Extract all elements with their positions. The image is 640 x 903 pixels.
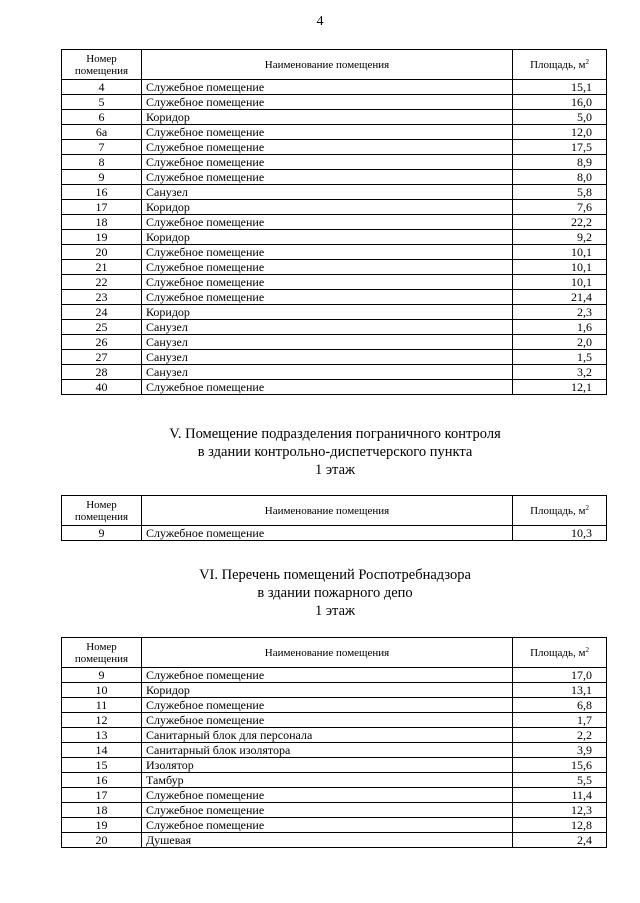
rooms-table-border-control xyxy=(61,495,607,541)
room-number-cell: 9 xyxy=(62,526,142,541)
room-number-cell: 6а xyxy=(62,125,142,140)
room-name-cell: Тамбур xyxy=(142,773,513,788)
room-number-cell: 21 xyxy=(62,260,142,275)
room-name-cell: Служебное помещение xyxy=(142,245,513,260)
room-name-cell: Коридор xyxy=(142,110,513,125)
room-name-cell: Служебное помещение xyxy=(142,526,513,541)
room-number-cell: 24 xyxy=(62,305,142,320)
room-number-cell: 20 xyxy=(62,833,142,848)
header-room-name: Наименование помещения xyxy=(142,50,513,80)
table-row xyxy=(62,185,607,200)
room-number-cell: 17 xyxy=(62,200,142,215)
table-row xyxy=(62,683,607,698)
room-name-cell: Санузел xyxy=(142,365,513,380)
header-number-line1: Номер xyxy=(86,640,117,653)
room-area-cell: 12,3 xyxy=(513,803,607,818)
section-v-floor: 1 этаж xyxy=(314,462,356,478)
section-vi-title: VI. Перечень помещений Роспотребнадзора xyxy=(199,567,471,583)
room-name-cell: Служебное помещение xyxy=(142,80,513,95)
room-name-cell: Служебное помещение xyxy=(142,788,513,803)
header-number-line2: помещения xyxy=(74,64,129,77)
section-v-heading xyxy=(0,425,640,479)
header-room-name: Наименование помещения xyxy=(142,638,513,668)
room-number-cell: 26 xyxy=(62,335,142,350)
section-vi-heading xyxy=(0,566,640,620)
room-number-cell: 18 xyxy=(62,215,142,230)
room-number-cell: 11 xyxy=(62,698,142,713)
room-name-cell: Служебное помещение xyxy=(142,215,513,230)
header-room-number xyxy=(62,50,142,80)
room-name-cell: Служебное помещение xyxy=(142,803,513,818)
room-number-cell: 17 xyxy=(62,788,142,803)
room-name-cell: Служебное помещение xyxy=(142,275,513,290)
table-row xyxy=(62,170,607,185)
room-name-cell: Санузел xyxy=(142,335,513,350)
header-number-line1: Номер xyxy=(86,52,117,65)
header-area-sup: 2 xyxy=(585,503,589,512)
table-row xyxy=(62,818,607,833)
room-area-cell: 6,8 xyxy=(513,698,607,713)
header-number-line1: Номер xyxy=(86,498,117,511)
header-room-number xyxy=(62,638,142,668)
rooms-table-rospotrebnadzor xyxy=(61,637,607,848)
table-row xyxy=(62,200,607,215)
room-area-cell: 17,0 xyxy=(513,668,607,683)
table-row xyxy=(62,773,607,788)
room-area-cell: 15,1 xyxy=(513,80,607,95)
room-area-cell: 1,7 xyxy=(513,713,607,728)
table-row xyxy=(62,728,607,743)
room-number-cell: 19 xyxy=(62,230,142,245)
room-name-cell: Санитарный блок изолятора xyxy=(142,743,513,758)
room-number-cell: 40 xyxy=(62,380,142,395)
room-area-cell: 10,1 xyxy=(513,260,607,275)
room-area-cell: 13,1 xyxy=(513,683,607,698)
room-area-cell: 2,4 xyxy=(513,833,607,848)
room-name-cell: Служебное помещение xyxy=(142,380,513,395)
room-area-cell: 2,2 xyxy=(513,728,607,743)
room-area-cell: 10,3 xyxy=(513,526,607,541)
table-row xyxy=(62,245,607,260)
header-area-label: Площадь, м xyxy=(530,58,586,71)
table-row xyxy=(62,803,607,818)
room-name-cell: Санитарный блок для персонала xyxy=(142,728,513,743)
table-row xyxy=(62,365,607,380)
room-area-cell: 1,5 xyxy=(513,350,607,365)
room-area-cell: 22,2 xyxy=(513,215,607,230)
room-number-cell: 27 xyxy=(62,350,142,365)
table-row xyxy=(62,155,607,170)
room-area-cell: 9,2 xyxy=(513,230,607,245)
table-row xyxy=(62,743,607,758)
table-row xyxy=(62,320,607,335)
room-number-cell: 12 xyxy=(62,713,142,728)
table-header-row xyxy=(62,50,607,80)
room-name-cell: Коридор xyxy=(142,230,513,245)
table-header-row xyxy=(62,638,607,668)
room-area-cell: 1,6 xyxy=(513,320,607,335)
room-area-cell: 5,0 xyxy=(513,110,607,125)
room-name-cell: Служебное помещение xyxy=(142,260,513,275)
room-number-cell: 10 xyxy=(62,683,142,698)
room-name-cell: Служебное помещение xyxy=(142,95,513,110)
room-name-cell: Служебное помещение xyxy=(142,698,513,713)
room-number-cell: 19 xyxy=(62,818,142,833)
room-number-cell: 22 xyxy=(62,275,142,290)
room-area-cell: 3,2 xyxy=(513,365,607,380)
room-number-cell: 28 xyxy=(62,365,142,380)
room-area-cell: 7,6 xyxy=(513,200,607,215)
header-area-label: Площадь, м xyxy=(530,646,586,659)
table-row xyxy=(62,698,607,713)
section-vi-floor: 1 этаж xyxy=(314,603,356,619)
table-row xyxy=(62,140,607,155)
room-area-cell: 12,0 xyxy=(513,125,607,140)
room-area-cell: 8,9 xyxy=(513,155,607,170)
room-name-cell: Коридор xyxy=(142,683,513,698)
table-row xyxy=(62,215,607,230)
room-number-cell: 7 xyxy=(62,140,142,155)
room-area-cell: 17,5 xyxy=(513,140,607,155)
table-row xyxy=(62,275,607,290)
room-name-cell: Служебное помещение xyxy=(142,140,513,155)
header-number-line2: помещения xyxy=(74,510,129,523)
page-number: 4 xyxy=(316,14,324,29)
table-row xyxy=(62,713,607,728)
room-name-cell: Санузел xyxy=(142,350,513,365)
room-area-cell: 21,4 xyxy=(513,290,607,305)
room-number-cell: 16 xyxy=(62,185,142,200)
table-row xyxy=(62,95,607,110)
header-room-number xyxy=(62,496,142,526)
table-row xyxy=(62,350,607,365)
table-row xyxy=(62,335,607,350)
room-area-cell: 8,0 xyxy=(513,170,607,185)
table-header-row xyxy=(62,496,607,526)
header-number-line2: помещения xyxy=(74,652,129,665)
table-row xyxy=(62,260,607,275)
room-number-cell: 4 xyxy=(62,80,142,95)
room-name-cell: Коридор xyxy=(142,200,513,215)
room-number-cell: 8 xyxy=(62,155,142,170)
room-name-cell: Служебное помещение xyxy=(142,818,513,833)
table-row xyxy=(62,788,607,803)
section-v-building: в здании контрольно-диспетчерского пункта xyxy=(197,444,473,460)
table-row xyxy=(62,668,607,683)
room-name-cell: Служебное помещение xyxy=(142,290,513,305)
room-area-cell: 15,6 xyxy=(513,758,607,773)
room-number-cell: 9 xyxy=(62,170,142,185)
room-area-cell: 2,3 xyxy=(513,305,607,320)
room-name-cell: Служебное помещение xyxy=(142,170,513,185)
table-row xyxy=(62,125,607,140)
table-row xyxy=(62,526,607,541)
header-area xyxy=(513,496,607,526)
room-area-cell: 12,8 xyxy=(513,818,607,833)
room-name-cell: Служебное помещение xyxy=(142,125,513,140)
table-row xyxy=(62,80,607,95)
room-number-cell: 6 xyxy=(62,110,142,125)
room-name-cell: Душевая xyxy=(142,833,513,848)
header-room-name: Наименование помещения xyxy=(142,496,513,526)
room-name-cell: Санузел xyxy=(142,320,513,335)
room-name-cell: Изолятор xyxy=(142,758,513,773)
room-name-cell: Служебное помещение xyxy=(142,155,513,170)
table-row xyxy=(62,290,607,305)
room-area-cell: 12,1 xyxy=(513,380,607,395)
header-area xyxy=(513,50,607,80)
section-v-title: V. Помещение подразделения пограничного контроля xyxy=(169,426,501,442)
table-row xyxy=(62,380,607,395)
table-row xyxy=(62,833,607,848)
header-area-sup: 2 xyxy=(585,57,589,66)
table-row xyxy=(62,305,607,320)
room-number-cell: 5 xyxy=(62,95,142,110)
room-number-cell: 14 xyxy=(62,743,142,758)
header-area-label: Площадь, м xyxy=(530,504,586,517)
room-name-cell: Служебное помещение xyxy=(142,668,513,683)
room-name-cell: Служебное помещение xyxy=(142,713,513,728)
room-area-cell: 3,9 xyxy=(513,743,607,758)
table-row xyxy=(62,758,607,773)
room-number-cell: 9 xyxy=(62,668,142,683)
room-area-cell: 10,1 xyxy=(513,275,607,290)
room-number-cell: 16 xyxy=(62,773,142,788)
room-number-cell: 25 xyxy=(62,320,142,335)
header-area-sup: 2 xyxy=(585,645,589,654)
rooms-table-main xyxy=(61,49,607,395)
room-name-cell: Санузел xyxy=(142,185,513,200)
table-row xyxy=(62,230,607,245)
table-row xyxy=(62,110,607,125)
header-area xyxy=(513,638,607,668)
room-number-cell: 18 xyxy=(62,803,142,818)
room-area-cell: 2,0 xyxy=(513,335,607,350)
room-area-cell: 16,0 xyxy=(513,95,607,110)
room-number-cell: 20 xyxy=(62,245,142,260)
section-vi-building: в здании пожарного депо xyxy=(257,585,413,601)
room-number-cell: 13 xyxy=(62,728,142,743)
room-area-cell: 5,8 xyxy=(513,185,607,200)
room-number-cell: 23 xyxy=(62,290,142,305)
room-number-cell: 15 xyxy=(62,758,142,773)
room-area-cell: 10,1 xyxy=(513,245,607,260)
room-area-cell: 5,5 xyxy=(513,773,607,788)
room-area-cell: 11,4 xyxy=(513,788,607,803)
room-name-cell: Коридор xyxy=(142,305,513,320)
